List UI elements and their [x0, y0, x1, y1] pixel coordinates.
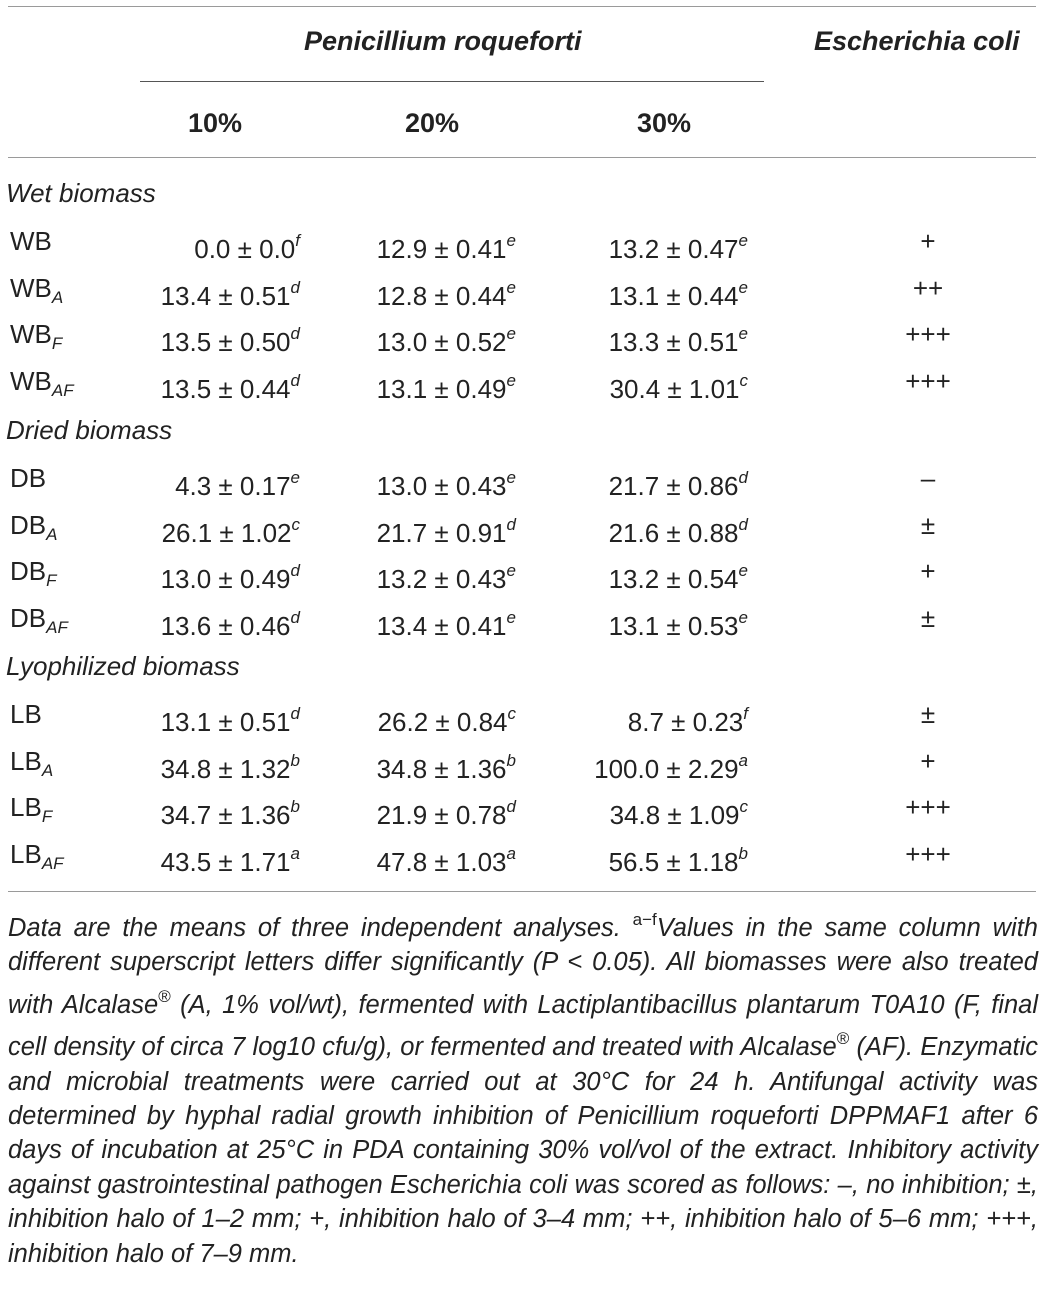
ecoli-score-text: +++: [905, 319, 951, 350]
value-30pct-text: 13.1 ± 0.44: [608, 280, 739, 311]
value-30pct-superscript: e: [738, 277, 748, 297]
value-20pct-text: 21.9 ± 0.78: [376, 800, 507, 831]
ecoli-score: [905, 319, 951, 349]
value-30pct-text: 21.7 ± 0.86: [608, 471, 739, 501]
value-30pct-text: 30.4 ± 1.01: [609, 373, 740, 404]
sample-label-text: DB: [10, 463, 47, 493]
sample-label-text: LB: [10, 699, 42, 729]
value-10pct: [194, 226, 300, 264]
value-30pct-text: 13.1 ± 0.53: [608, 610, 739, 641]
value-30pct-text: 21.6 ± 0.88: [608, 517, 739, 548]
value-30pct: [609, 226, 748, 264]
value-10pct-superscript: d: [290, 324, 300, 344]
value-20pct-superscript: e: [506, 468, 516, 487]
table-row: [0, 699, 1044, 745]
value-20pct: [377, 366, 516, 404]
value-30pct-superscript: c: [739, 797, 748, 817]
footnote-part1: Data are the means of three independent analyses.: [8, 914, 633, 942]
sample-label: [10, 366, 74, 406]
value-10pct: [161, 746, 300, 784]
value-30pct-text: 56.5 ± 1.18: [608, 846, 739, 877]
value-30pct-text: 13.3 ± 0.51: [608, 327, 739, 358]
section-title: Lyophilized biomass: [6, 651, 240, 681]
value-20pct-text: 34.8 ± 1.36: [376, 753, 507, 784]
ecoli-score-text: ±: [920, 699, 936, 729]
footnote-part2: Values in the same column with different superscript letters differ significantly (P < 0.05). All biomasses were also treated with Alcalase: [8, 914, 1038, 1019]
sample-label-text: WB: [10, 319, 52, 350]
sample-label-text: WB: [10, 365, 52, 396]
value-10pct-text: 13.1 ± 0.51: [160, 707, 291, 737]
value-30pct-text: 100.0 ± 2.29: [594, 753, 739, 784]
value-10pct-superscript: c: [291, 514, 300, 534]
value-30pct-superscript: a: [738, 750, 748, 770]
value-10pct: [161, 273, 300, 311]
value-20pct-text: 13.1 ± 0.49: [376, 373, 507, 404]
value-20pct-superscript: e: [506, 561, 516, 581]
footnote: [8, 903, 1038, 1271]
value-10pct-superscript: b: [290, 750, 300, 770]
ecoli-score-text: –: [920, 463, 936, 493]
value-20pct-superscript: e: [506, 231, 516, 250]
value-10pct-superscript: d: [290, 277, 300, 297]
value-30pct: [609, 273, 748, 311]
ecoli-score: [921, 603, 935, 633]
value-30pct: [609, 603, 748, 641]
value-20pct-text: 13.0 ± 0.52: [376, 327, 507, 358]
value-30pct: [609, 510, 748, 548]
sample-label: [10, 699, 42, 739]
value-20pct: [377, 463, 516, 501]
sample-label-text: LB: [10, 792, 42, 823]
ecoli-score: [905, 839, 951, 869]
value-10pct: [161, 792, 300, 830]
value-20pct-superscript: d: [506, 797, 516, 817]
sample-label-text: WB: [10, 226, 52, 256]
value-30pct: [609, 839, 748, 877]
sample-label-text: WB: [10, 272, 52, 303]
value-30pct: [609, 556, 748, 594]
top-rule: [8, 6, 1036, 7]
value-20pct: [377, 839, 516, 877]
value-20pct: [377, 319, 516, 357]
ecoli-score-text: +++: [905, 838, 951, 869]
sample-label-subscript: F: [41, 807, 53, 827]
footnote-reg1: ®: [158, 986, 171, 1006]
ecoli-score: [905, 792, 951, 822]
value-20pct-superscript: e: [506, 370, 516, 390]
value-10pct: [161, 699, 300, 737]
sample-label-subscript: A: [51, 287, 64, 307]
ecoli-score: [921, 510, 935, 540]
footnote-part4: (AF). Enzymatic and microbial treatments were carried out at 30°C for 24 h. Antifungal activity was determined by hyphal radial growth inhibition of Penicillium roqueforti DPPMAF1 after 6 days of incubation at 25°C in PDA containing 30% vol/vol of the extract. Inhibitory activity against gastrointestinal pathogen Escherichia coli was scored as follows: –, no inhibition; ±, inhibition halo of 1–2 mm; +, inhibition halo of 3–4 mm; ++, inhibition halo of 5–6 mm; +++, inhibition halo of 7–9 mm.: [8, 1033, 1039, 1268]
value-20pct-text: 13.0 ± 0.43: [376, 471, 507, 501]
value-20pct-text: 13.4 ± 0.41: [376, 610, 507, 641]
sample-label: [10, 226, 52, 266]
sample-label-subscript: F: [46, 571, 57, 591]
value-30pct-superscript: e: [738, 561, 748, 581]
value-10pct: [161, 319, 300, 357]
header-10pct: 10%: [188, 108, 243, 138]
ecoli-score-text: ±: [920, 602, 936, 633]
header-rule: [8, 157, 1036, 158]
value-10pct: [161, 839, 300, 877]
value-10pct: [161, 556, 300, 594]
value-30pct-superscript: e: [738, 324, 748, 344]
value-30pct-text: 34.8 ± 1.09: [609, 800, 740, 831]
value-20pct-superscript: e: [506, 324, 516, 344]
value-10pct-superscript: d: [290, 370, 300, 390]
ecoli-score: [920, 556, 935, 586]
sample-label: [10, 556, 57, 596]
value-10pct: [161, 603, 300, 641]
sample-label-text: DB: [10, 602, 47, 633]
table-row: [0, 556, 1044, 602]
ecoli-score-text: +: [920, 226, 936, 256]
section-title: Dried biomass: [6, 415, 173, 445]
sample-label-text: LB: [10, 745, 42, 776]
ecoli-score-text: +: [920, 556, 936, 587]
table-row: [0, 273, 1044, 319]
value-20pct: [378, 699, 516, 737]
sample-label-subscript: AF: [46, 617, 68, 637]
value-20pct-text: 21.7 ± 0.91: [376, 517, 507, 548]
value-10pct-superscript: d: [290, 607, 300, 627]
value-30pct: [594, 746, 748, 784]
value-10pct-text: 13.4 ± 0.51: [160, 280, 291, 311]
value-10pct-superscript: b: [290, 797, 300, 817]
sample-label-text: DB: [10, 556, 47, 587]
table-row: [0, 746, 1044, 792]
sample-label: [10, 319, 62, 359]
value-20pct-text: 47.8 ± 1.03: [376, 846, 507, 877]
group-underline: [140, 81, 764, 82]
value-20pct: [377, 273, 516, 311]
value-30pct: [610, 792, 748, 830]
table-row: [0, 792, 1044, 838]
value-20pct: [377, 746, 516, 784]
footnote-part3: (A, 1% vol/wt), fermented with Lactiplantibacillus plantarum T0A10 (F, final cell density of circa 7 log10 cfu/g), or fermented and treated with Alcalase: [8, 990, 1038, 1062]
value-10pct-text: 0.0 ± 0.0: [194, 234, 296, 264]
sample-label: [10, 463, 46, 503]
value-10pct-text: 13.5 ± 0.50: [160, 327, 291, 358]
table-row: [0, 226, 1044, 272]
value-10pct-superscript: f: [295, 231, 300, 250]
value-30pct-text: 13.2 ± 0.54: [608, 564, 739, 595]
value-20pct-superscript: c: [507, 704, 516, 723]
value-30pct: [609, 319, 748, 357]
value-10pct-text: 13.6 ± 0.46: [160, 610, 291, 641]
table-row: [0, 319, 1044, 365]
sample-label: [10, 746, 53, 786]
sample-label-subscript: A: [41, 760, 54, 780]
value-20pct-text: 26.2 ± 0.84: [377, 707, 508, 737]
value-20pct: [377, 603, 516, 641]
value-10pct-text: 34.8 ± 1.32: [160, 753, 291, 784]
ecoli-score-text: +++: [905, 792, 951, 823]
ecoli-score: [921, 463, 935, 493]
value-30pct: [609, 463, 748, 501]
value-20pct-superscript: a: [506, 843, 516, 863]
ecoli-score-text: ++: [912, 272, 944, 303]
value-30pct-superscript: d: [738, 468, 748, 487]
value-20pct: [377, 556, 516, 594]
section-title: Wet biomass: [6, 178, 156, 208]
value-20pct: [377, 510, 516, 548]
ecoli-score: [920, 226, 935, 256]
table-row: [0, 839, 1044, 885]
header-penicillium: Penicillium roqueforti: [304, 26, 582, 56]
sample-label-subscript: AF: [51, 380, 74, 400]
value-30pct-superscript: d: [738, 514, 748, 534]
sample-label-text: LB: [10, 838, 42, 869]
ecoli-score: [905, 366, 951, 396]
value-20pct-text: 13.2 ± 0.43: [376, 564, 507, 595]
value-10pct-text: 4.3 ± 0.17: [175, 471, 291, 501]
value-10pct-superscript: e: [290, 468, 300, 487]
value-10pct-superscript: a: [290, 843, 300, 863]
value-30pct-superscript: e: [738, 231, 748, 250]
value-30pct-superscript: e: [738, 607, 748, 627]
value-10pct-text: 13.0 ± 0.49: [160, 564, 291, 595]
ecoli-score: [921, 699, 935, 729]
sample-label: [10, 273, 63, 313]
ecoli-score-text: +: [920, 745, 936, 776]
ecoli-score-text: +++: [905, 365, 951, 396]
sample-label-text: DB: [10, 509, 47, 540]
value-20pct-superscript: e: [506, 277, 516, 297]
footnote-rule: [8, 891, 1036, 892]
value-10pct-text: 43.5 ± 1.71: [160, 846, 291, 877]
footnote-sup-range: a−f: [632, 910, 657, 929]
value-10pct: [161, 366, 300, 404]
table-row: [0, 463, 1044, 509]
ecoli-score: [920, 746, 935, 776]
table-row: [0, 366, 1044, 412]
value-20pct-text: 12.9 ± 0.41: [376, 234, 507, 264]
value-30pct-text: 13.2 ± 0.47: [608, 234, 739, 264]
value-10pct: [162, 510, 300, 548]
sample-label-subscript: A: [46, 524, 58, 544]
ecoli-score-text: ±: [920, 509, 936, 540]
value-10pct: [175, 463, 300, 501]
sample-label-subscript: F: [51, 334, 63, 354]
header-20pct: 20%: [405, 108, 460, 138]
value-10pct-text: 34.7 ± 1.36: [160, 800, 291, 831]
table-row: [0, 603, 1044, 649]
value-20pct-superscript: e: [506, 607, 516, 627]
value-20pct-superscript: d: [506, 514, 516, 534]
sample-label: [10, 792, 52, 832]
header-ecoli: Escherichia coli: [814, 26, 1020, 56]
value-20pct-text: 12.8 ± 0.44: [376, 280, 507, 311]
value-20pct: [377, 792, 516, 830]
value-30pct-superscript: b: [738, 843, 748, 863]
value-30pct-text: 8.7 ± 0.23: [627, 707, 744, 737]
sample-label-subscript: AF: [41, 853, 64, 873]
sample-label: [10, 839, 64, 879]
value-10pct-superscript: d: [290, 704, 300, 723]
value-10pct-text: 26.1 ± 1.02: [161, 517, 292, 548]
footnote-reg2: ®: [836, 1029, 850, 1049]
header-30pct: 30%: [637, 108, 692, 138]
value-10pct-superscript: d: [290, 561, 300, 581]
table-row: [0, 510, 1044, 556]
value-30pct-superscript: c: [739, 370, 748, 390]
value-20pct-superscript: b: [506, 750, 516, 770]
value-20pct: [377, 226, 516, 264]
sample-label: [10, 603, 68, 643]
value-30pct: [628, 699, 748, 737]
value-30pct-superscript: f: [743, 704, 748, 723]
sample-label: [10, 510, 57, 550]
ecoli-score: [913, 273, 943, 303]
value-10pct-text: 13.5 ± 0.44: [160, 373, 291, 404]
value-30pct: [610, 366, 748, 404]
